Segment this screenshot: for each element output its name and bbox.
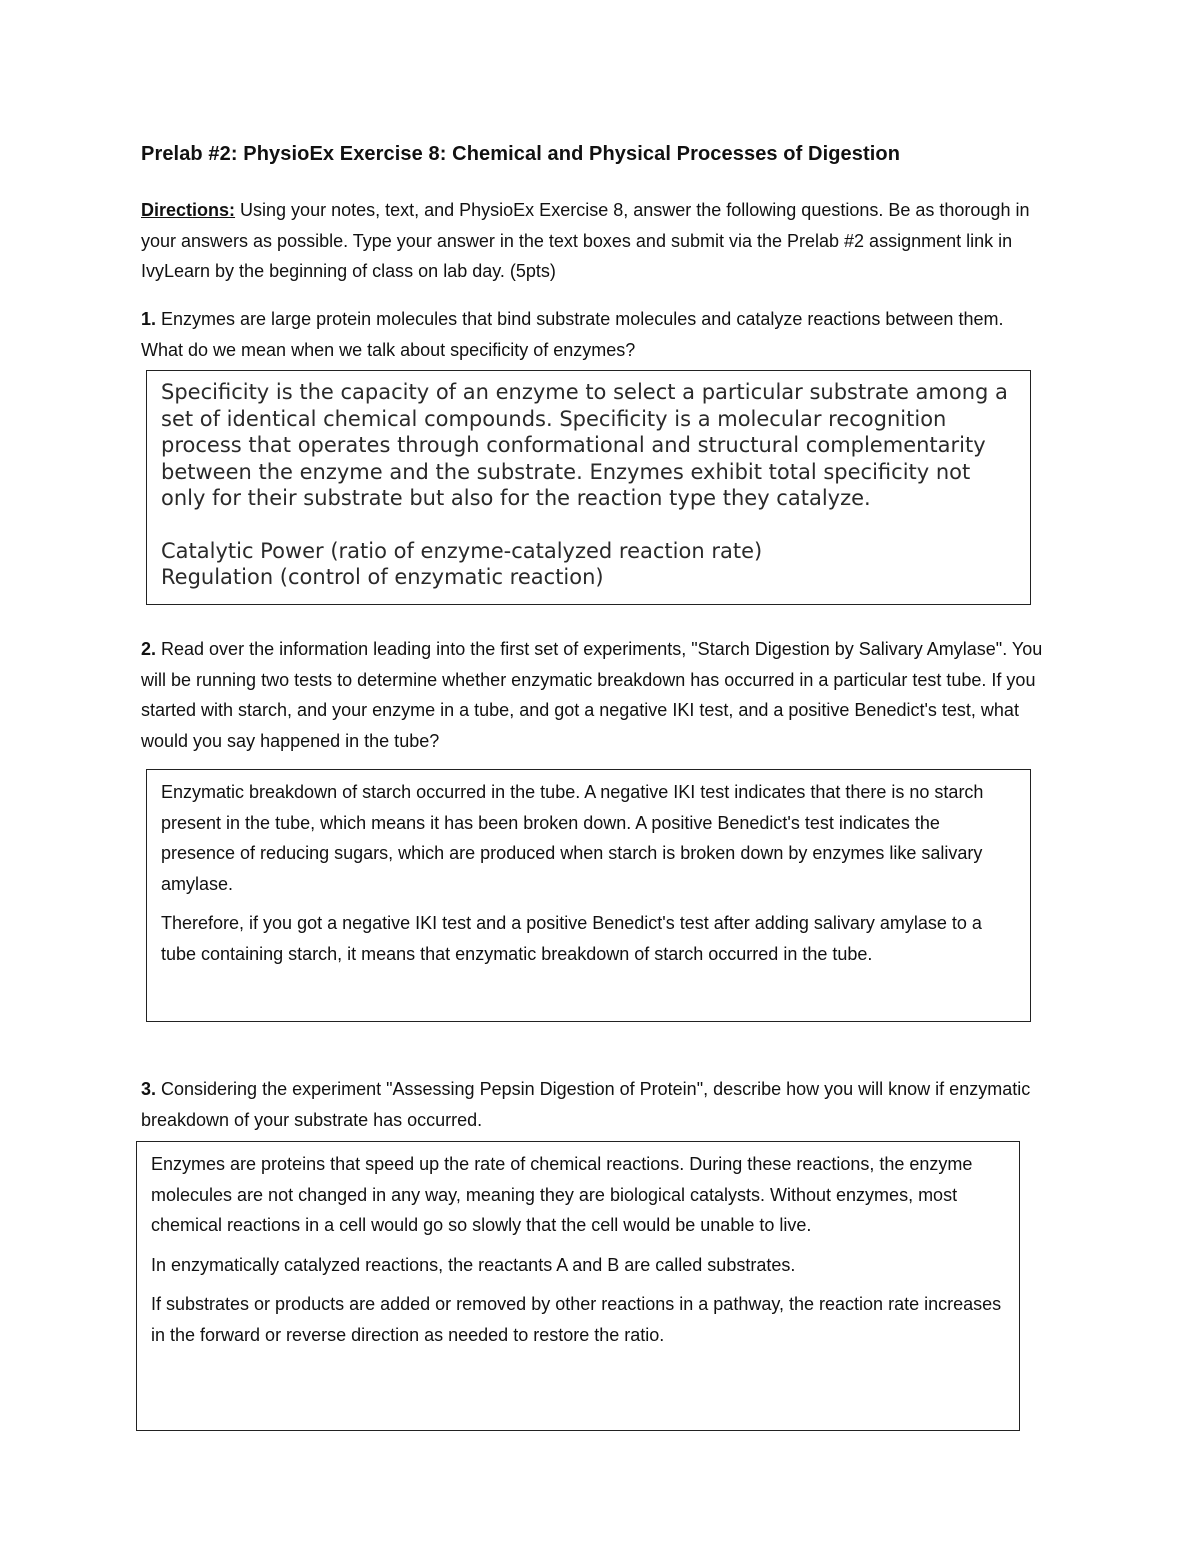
- directions-paragraph: [141, 195, 1046, 287]
- answer-2-paragraph-1: Enzymatic breakdown of starch occurred in the tube. A negative IKI test indicates that there is no starch present in the tube, which means it has been broken down. A positive Benedict's test indicates the presence of reducing sugars, which are produced when starch is broken down by enzymes like salivary amylase.: [161, 782, 984, 894]
- directions-label: Directions:: [141, 200, 236, 220]
- question-2-text: Read over the information leading into the first set of experiments, "Starch Digestion by Salivary Amylase". You will be running two tests to determine whether enzymatic breakdown has occurred in a particular test tube. If you started with starch, and your enzyme in a tube, and got a negative IKI test, and a positive Benedict's test, what would you say happened in the tube?: [141, 639, 1043, 751]
- question-2-number: 2.: [141, 639, 157, 659]
- answer-1-paragraph-3: Regulation (control of enzymatic reaction): [161, 565, 604, 589]
- answer-1-paragraph-2: Catalytic Power (ratio of enzyme-catalyzed reaction rate): [161, 538, 763, 563]
- page-title: Prelab #2: PhysioEx Exercise 8: Chemical and Physical Processes of Digestion: [141, 143, 901, 165]
- question-1-text: Enzymes are large protein molecules that bind substrate molecules and catalyze reactions between them. What do we mean when we talk about specificity of enzymes?: [141, 309, 1004, 360]
- question-1: [141, 304, 1046, 365]
- question-1-number: 1.: [141, 309, 157, 329]
- answer-2-paragraph-2: Therefore, if you got a negative IKI test and a positive Benedict's test after adding salivary amylase to a tube containing starch, it means that enzymatic breakdown of starch occurred in the tube.: [161, 913, 982, 964]
- answer-box-1[interactable]: [146, 370, 1031, 605]
- question-3: [141, 1074, 1031, 1135]
- answer-3-paragraph-2: In enzymatically catalyzed reactions, the reactants A and B are called substrates.: [151, 1254, 796, 1275]
- directions-text: Using your notes, text, and PhysioEx Exercise 8, answer the following questions. Be as thorough in your answers as possible. Type your answer in the text boxes and submit via the Prelab #2 assignment link in IvyLearn by the beginning of class on lab day. (5pts): [141, 200, 1030, 281]
- question-2: [141, 634, 1051, 756]
- answer-3-paragraph-1: Enzymes are proteins that speed up the rate of chemical reactions. During these reactions, the enzyme molecules are not changed in any way, meaning they are biological catalysts. Without enzymes, most chemical reactions in a cell would go so slowly that the cell would be unable to live.: [151, 1154, 973, 1235]
- answer-box-2[interactable]: [146, 769, 1031, 1022]
- answer-1-paragraph-1: Specificity is the capacity of an enzyme to select a particular substrate among a set of identical chemical compounds. Specificity is a molecular recognition process that operates through conformational and structural complementarity between the enzyme and the substrate. Enzymes exhibit total specificity not only for their substrate but also for the reaction type they catalyze.: [161, 380, 1008, 510]
- question-3-number: 3.: [141, 1079, 157, 1099]
- question-3-text: Considering the experiment "Assessing Pepsin Digestion of Protein", describe how you will know if enzymatic breakdown of your substrate has occurred.: [141, 1079, 1031, 1130]
- answer-3-paragraph-3: If substrates or products are added or removed by other reactions in a pathway, the reaction rate increases in the forward or reverse direction as needed to restore the ratio.: [151, 1294, 1002, 1345]
- answer-box-3[interactable]: [136, 1141, 1020, 1431]
